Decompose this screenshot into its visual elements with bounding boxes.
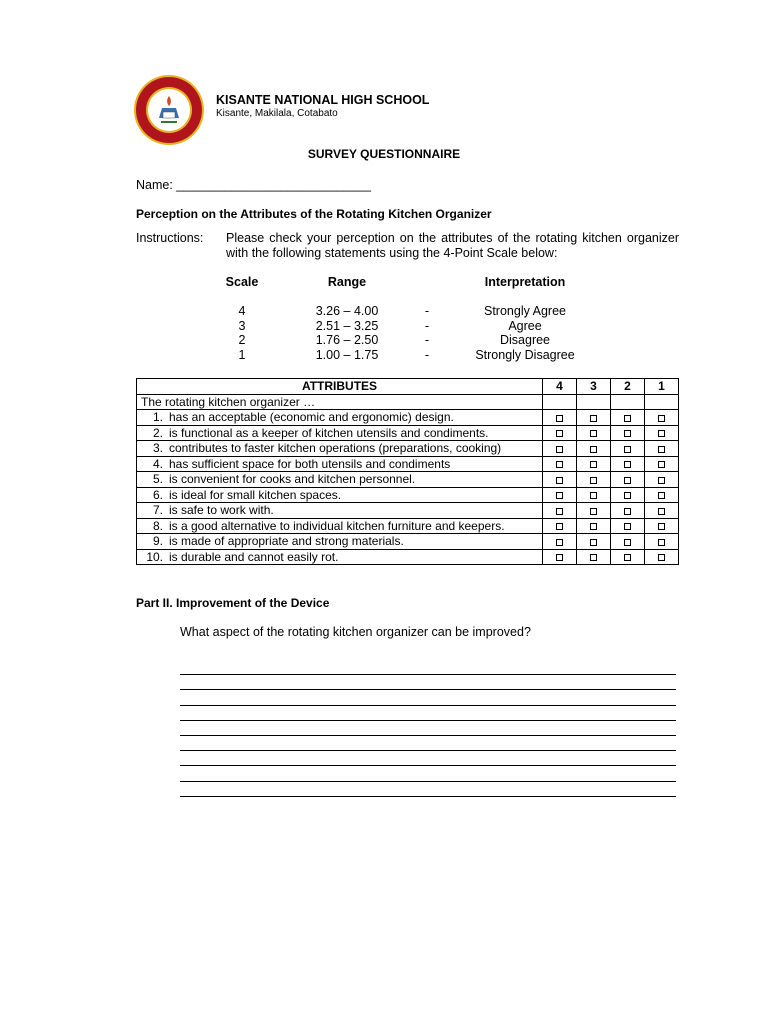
checkbox-3[interactable]	[590, 446, 597, 453]
item-number: 6.	[152, 487, 163, 502]
rating-cell[interactable]	[543, 503, 577, 519]
rating-cell[interactable]	[577, 503, 611, 519]
school-name: KISANTE NATIONAL HIGH SCHOOL	[216, 93, 430, 107]
checkbox-1[interactable]	[658, 461, 665, 468]
checkbox-2[interactable]	[624, 523, 631, 530]
attribute-statement	[137, 534, 543, 550]
item-number: 10.	[146, 549, 163, 564]
checkbox-2[interactable]	[624, 554, 631, 561]
attribute-statement	[137, 549, 543, 565]
table-row	[137, 456, 679, 472]
checkbox-1[interactable]	[658, 415, 665, 422]
rating-cell[interactable]	[611, 410, 645, 426]
checkbox-4[interactable]	[556, 446, 563, 453]
scale-range: 3.26 – 4.00	[315, 304, 379, 318]
attribute-statement	[137, 472, 543, 488]
checkbox-4[interactable]	[556, 461, 563, 468]
checkbox-1[interactable]	[658, 430, 665, 437]
checkbox-2[interactable]	[624, 508, 631, 515]
checkbox-3[interactable]	[590, 430, 597, 437]
rating-cell[interactable]	[543, 534, 577, 550]
item-number: 9.	[152, 534, 163, 549]
rating-cell[interactable]	[645, 441, 679, 457]
rating-cell[interactable]	[645, 518, 679, 534]
rating-cell[interactable]	[645, 534, 679, 550]
answer-line[interactable]	[180, 766, 676, 781]
rating-cell[interactable]	[577, 425, 611, 441]
scale-header: Scale	[225, 275, 259, 289]
item-text: is safe to work with.	[169, 503, 274, 518]
table-intro: The rotating kitchen organizer …	[137, 394, 543, 410]
item-number: 2.	[152, 425, 163, 440]
rating-cell[interactable]	[577, 456, 611, 472]
item-text: has an acceptable (economic and ergonomic) design.	[169, 410, 454, 425]
table-row	[137, 534, 679, 550]
rating-cell[interactable]	[611, 503, 645, 519]
checkbox-1[interactable]	[658, 477, 665, 484]
attribute-statement	[137, 518, 543, 534]
checkbox-4[interactable]	[556, 430, 563, 437]
scale-row	[0, 348, 768, 363]
rating-cell[interactable]	[611, 441, 645, 457]
rating-cell[interactable]	[645, 410, 679, 426]
scale-dash: -	[424, 304, 430, 318]
column-1-header: 1	[645, 379, 679, 395]
item-text: has sufficient space for both utensils and condiments	[169, 456, 451, 471]
scale-row	[0, 333, 768, 348]
checkbox-2[interactable]	[624, 492, 631, 499]
range-header: Range	[327, 275, 367, 289]
item-number: 3.	[152, 441, 163, 456]
checkbox-3[interactable]	[590, 461, 597, 468]
checkbox-1[interactable]	[658, 539, 665, 546]
answer-line[interactable]	[180, 690, 676, 705]
rating-cell[interactable]	[645, 549, 679, 565]
instructions-label: Instructions:	[136, 231, 204, 245]
rating-cell[interactable]	[577, 410, 611, 426]
school-seal-logo	[133, 74, 205, 146]
rating-cell[interactable]	[611, 472, 645, 488]
checkbox-2[interactable]	[624, 461, 631, 468]
checkbox-2[interactable]	[624, 446, 631, 453]
rating-cell[interactable]	[543, 425, 577, 441]
answer-lines[interactable]	[180, 660, 676, 797]
rating-cell[interactable]	[645, 503, 679, 519]
item-text: is functional as a keeper of kitchen utensils and condiments.	[169, 425, 489, 440]
rating-cell[interactable]	[611, 425, 645, 441]
column-4-header: 4	[543, 379, 577, 395]
checkbox-3[interactable]	[590, 477, 597, 484]
rating-cell[interactable]	[645, 425, 679, 441]
rating-cell[interactable]	[543, 441, 577, 457]
checkbox-1[interactable]	[658, 554, 665, 561]
rating-cell[interactable]	[611, 487, 645, 503]
checkbox-4[interactable]	[556, 477, 563, 484]
column-2-header: 2	[611, 379, 645, 395]
checkbox-3[interactable]	[590, 492, 597, 499]
item-number: 4.	[152, 456, 163, 471]
attribute-statement	[137, 503, 543, 519]
attribute-statement	[137, 425, 543, 441]
checkbox-3[interactable]	[590, 523, 597, 530]
instructions-text: Please check your perception on the attributes of the rotating kitchen organizer with the following statements using the 4-Point Scale below:	[226, 231, 679, 260]
checkbox-2[interactable]	[624, 539, 631, 546]
checkbox-1[interactable]	[658, 508, 665, 515]
rating-cell[interactable]	[611, 549, 645, 565]
scale-interpretation: Agree	[508, 319, 542, 333]
rating-cell[interactable]	[543, 487, 577, 503]
table-row	[137, 549, 679, 565]
rating-cell[interactable]	[645, 487, 679, 503]
attributes-table	[136, 378, 679, 565]
checkbox-2[interactable]	[624, 430, 631, 437]
item-text: is convenient for cooks and kitchen personnel.	[169, 472, 416, 487]
scale-value: 4	[238, 304, 246, 318]
checkbox-4[interactable]	[556, 415, 563, 422]
item-text: is a good alternative to individual kitchen furniture and keepers.	[169, 518, 505, 533]
checkbox-3[interactable]	[590, 554, 597, 561]
table-header-row	[137, 379, 679, 395]
item-number: 8.	[152, 518, 163, 533]
checkbox-3[interactable]	[590, 539, 597, 546]
rating-cell[interactable]	[543, 410, 577, 426]
item-text: is ideal for small kitchen spaces.	[169, 487, 342, 502]
table-row	[137, 487, 679, 503]
checkbox-1[interactable]	[658, 446, 665, 453]
section-heading: Perception on the Attributes of the Rotating Kitchen Organizer	[136, 207, 492, 221]
attribute-statement	[137, 410, 543, 426]
rating-cell[interactable]	[611, 534, 645, 550]
rating-cell[interactable]	[577, 534, 611, 550]
scale-value: 2	[238, 333, 246, 347]
school-address: Kisante, Makilala, Cotabato	[216, 108, 338, 119]
checkbox-1[interactable]	[658, 492, 665, 499]
answer-line[interactable]	[180, 675, 676, 690]
checkbox-4[interactable]	[556, 554, 563, 561]
table-row	[137, 472, 679, 488]
scale-dash: -	[424, 348, 430, 362]
part2-heading: Part II. Improvement of the Device	[136, 596, 330, 610]
rating-cell[interactable]	[577, 441, 611, 457]
checkbox-4[interactable]	[556, 523, 563, 530]
rating-cell[interactable]	[611, 456, 645, 472]
scale-dash: -	[424, 333, 430, 347]
rating-cell[interactable]	[577, 487, 611, 503]
checkbox-3[interactable]	[590, 415, 597, 422]
rating-cell[interactable]	[543, 456, 577, 472]
checkbox-1[interactable]	[658, 523, 665, 530]
item-text: is made of appropriate and strong materials.	[169, 534, 404, 549]
scale-row	[0, 319, 768, 334]
interpretation-header: Interpretation	[484, 275, 566, 289]
table-row	[137, 518, 679, 534]
column-3-header: 3	[577, 379, 611, 395]
checkbox-4[interactable]	[556, 492, 563, 499]
checkbox-4[interactable]	[556, 539, 563, 546]
empty-cell	[611, 394, 645, 410]
scale-range: 2.51 – 3.25	[315, 319, 379, 333]
checkbox-4[interactable]	[556, 508, 563, 515]
item-text: is durable and cannot easily rot.	[169, 549, 339, 564]
table-intro-row	[137, 394, 679, 410]
name-field[interactable]: Name: ____________________________	[136, 178, 371, 192]
table-row	[137, 503, 679, 519]
item-number: 5.	[152, 472, 163, 487]
scale-row	[0, 304, 768, 319]
improvement-question: What aspect of the rotating kitchen organizer can be improved?	[180, 625, 531, 639]
answer-line[interactable]	[180, 782, 676, 797]
item-number: 1.	[152, 410, 163, 425]
scale-interpretation: Disagree	[499, 333, 551, 347]
attribute-statement	[137, 441, 543, 457]
table-row	[137, 410, 679, 426]
rating-cell[interactable]	[645, 472, 679, 488]
empty-cell	[645, 394, 679, 410]
scale-range: 1.00 – 1.75	[315, 348, 379, 362]
scale-legend	[0, 275, 768, 365]
item-text: contributes to faster kitchen operations (preparations, cooking)	[169, 441, 502, 456]
rating-cell[interactable]	[577, 472, 611, 488]
answer-line[interactable]	[180, 751, 676, 766]
rating-cell[interactable]	[543, 518, 577, 534]
rating-cell[interactable]	[543, 549, 577, 565]
document-title: SURVEY QUESTIONNAIRE	[307, 147, 461, 161]
table-row	[137, 441, 679, 457]
checkbox-2[interactable]	[624, 415, 631, 422]
scale-interpretation: Strongly Agree	[484, 304, 566, 318]
attribute-statement	[137, 487, 543, 503]
answer-line[interactable]	[180, 706, 676, 721]
answer-line[interactable]	[180, 736, 676, 751]
rating-cell[interactable]	[645, 456, 679, 472]
scale-value: 1	[238, 348, 246, 362]
attributes-header: ATTRIBUTES	[137, 379, 543, 395]
checkbox-2[interactable]	[624, 477, 631, 484]
rating-cell[interactable]	[543, 472, 577, 488]
scale-dash: -	[424, 319, 430, 333]
table-row	[137, 425, 679, 441]
checkbox-3[interactable]	[590, 508, 597, 515]
scale-interpretation: Strongly Disagree	[475, 348, 575, 362]
scale-range: 1.76 – 2.50	[315, 333, 379, 347]
rating-cell[interactable]	[611, 518, 645, 534]
answer-line[interactable]	[180, 721, 676, 736]
rating-cell[interactable]	[577, 518, 611, 534]
empty-cell	[577, 394, 611, 410]
item-number: 7.	[152, 503, 163, 518]
empty-cell	[543, 394, 577, 410]
attribute-statement	[137, 456, 543, 472]
rating-cell[interactable]	[577, 549, 611, 565]
answer-line[interactable]	[180, 660, 676, 675]
scale-value: 3	[238, 319, 246, 333]
